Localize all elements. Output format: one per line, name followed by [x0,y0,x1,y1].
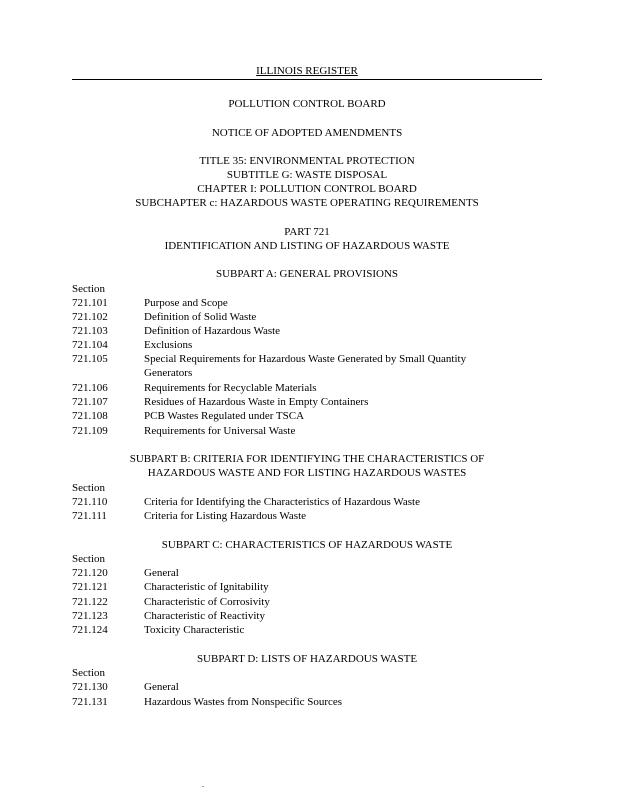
toc-row [72,580,542,594]
subchapter-heading: SUBCHAPTER c: HAZARDOUS WASTE OPERATING REQUIREMENTS [135,197,479,209]
section-title: Definition of Solid Waste [144,311,257,323]
part-heading: PART 721 [284,226,330,238]
toc-row [72,509,542,523]
section-label: Section [72,667,105,679]
subpart-d-heading: SUBPART D: LISTS OF HAZARDOUS WASTE [196,653,418,665]
toc-row [72,623,542,637]
section-title: Characteristic of Reactivity [144,610,265,622]
toc-row [72,695,542,709]
notice-heading: NOTICE OF ADOPTED AMENDMENTS [211,127,403,139]
subtitle-heading: SUBTITLE G: WASTE DISPOSAL [226,169,388,181]
toc-row [72,296,542,310]
section-label: Section [72,283,105,295]
section-number: 721.110 [72,496,108,508]
toc-row [72,409,542,423]
section-title: Criteria for Identifying the Characteristics of Hazardous Waste [144,496,420,508]
section-title: General [144,681,179,693]
section-title: Requirements for Universal Waste [144,425,296,437]
section-title: Definition of Hazardous Waste [144,325,281,337]
toc-row [72,381,542,395]
section-number: 721.106 [72,382,108,394]
toc-row [72,424,542,438]
section-number: 721.124 [72,624,108,636]
section-number: 721.104 [72,339,108,351]
section-title: Toxicity Characteristic [144,624,245,636]
subpart-c-heading: SUBPART C: CHARACTERISTICS OF HAZARDOUS WASTE [161,539,453,551]
section-title: PCB Wastes Regulated under TSCA [144,410,305,422]
subpart-b-heading: SUBPART B: CRITERIA FOR IDENTIFYING THE CHARACTERISTICS OF [129,453,485,465]
section-number: 721.108 [72,410,108,422]
chapter-heading: CHAPTER I: POLLUTION CONTROL BOARD [197,183,417,195]
section-title: Special Requirements for Hazardous Waste Generated by Small Quantity Generators [144,353,467,379]
toc-row [72,609,542,623]
section-number: 721.130 [72,681,108,693]
section-title: Purpose and Scope [144,297,228,309]
section-number: 721.102 [72,311,108,323]
section-number: 721.131 [72,696,108,708]
section-number: 721.101 [72,297,108,309]
section-label: Section [72,553,105,565]
subpart-a-heading: SUBPART A: GENERAL PROVISIONS [216,268,398,280]
section-number: 721.109 [72,425,108,437]
toc-row [72,310,542,324]
section-number: 721.122 [72,596,108,608]
toc-row [72,495,542,509]
section-label: Section [72,482,105,494]
section-title: Residues of Hazardous Waste in Empty Containers [144,396,369,408]
footer-mark: . [202,780,204,789]
toc-row [72,680,542,694]
section-title: General [144,567,179,579]
toc-row [72,352,542,380]
section-title: Criteria for Listing Hazardous Waste [144,510,307,522]
section-number: 721.120 [72,567,108,579]
section-title: Exclusions [144,339,193,351]
subpart-b-heading-line-2: HAZARDOUS WASTE AND FOR LISTING HAZARDOUS WASTES [147,467,467,479]
toc-row [72,595,542,609]
board-heading: POLLUTION CONTROL BOARD [228,98,386,110]
section-number: 721.123 [72,610,108,622]
section-title: Hazardous Wastes from Nonspecific Sources [144,696,343,708]
section-number: 721.103 [72,325,108,337]
section-title: Characteristic of Corrosivity [144,596,270,608]
part-title-heading: IDENTIFICATION AND LISTING OF HAZARDOUS WASTE [164,240,450,252]
section-title: Characteristic of Ignitability [144,581,269,593]
section-number: 721.107 [72,396,108,408]
toc-row [72,566,542,580]
toc-row [72,395,542,409]
toc-row [72,338,542,352]
title-heading: TITLE 35: ENVIRONMENTAL PROTECTION [199,155,415,167]
section-number: 721.121 [72,581,108,593]
register-header: ILLINOIS REGISTER [72,64,542,80]
toc-row [72,324,542,338]
section-title: Requirements for Recyclable Materials [144,382,317,394]
section-number: 721.111 [72,510,107,522]
section-number: 721.105 [72,353,108,365]
